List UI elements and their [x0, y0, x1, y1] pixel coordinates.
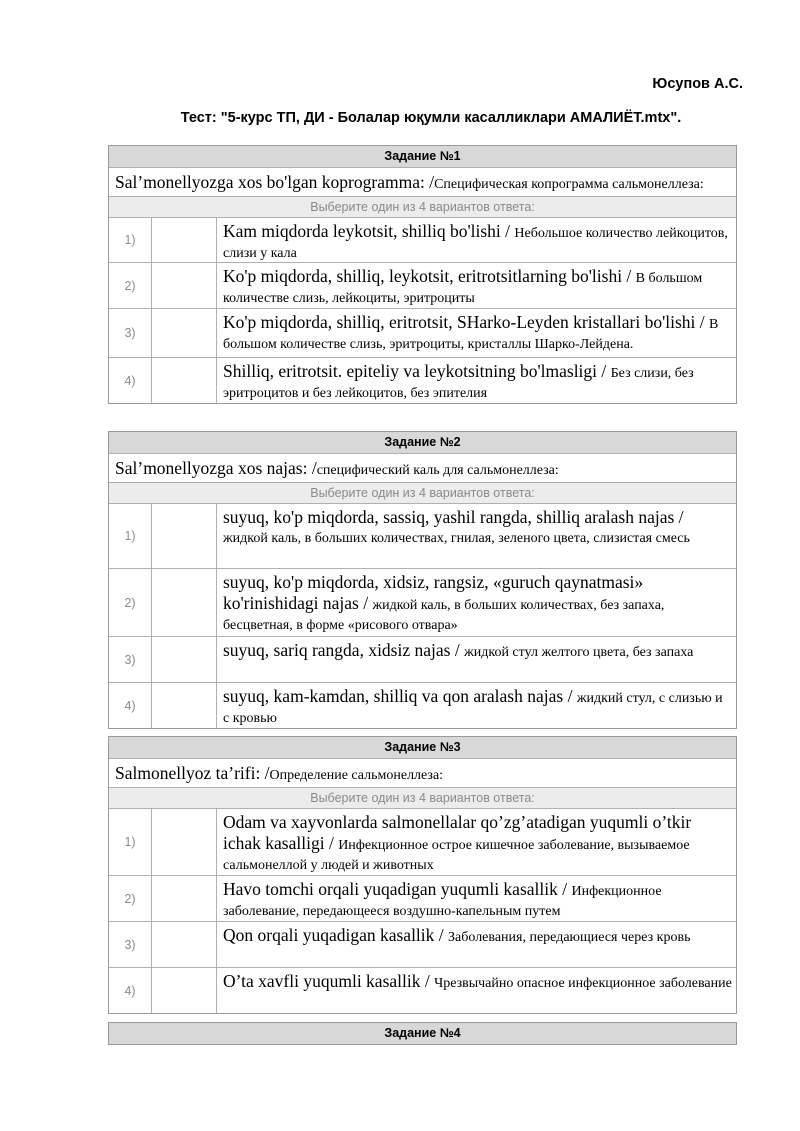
option-text [217, 309, 736, 357]
answer-option [109, 309, 736, 358]
question-text [109, 168, 736, 197]
question-text [109, 759, 736, 788]
task-block [108, 736, 737, 1014]
answer-checkbox-cell[interactable] [152, 569, 217, 636]
question-main: Sal’monellyozga xos najas: / [115, 458, 317, 478]
answer-checkbox-cell[interactable] [152, 876, 217, 921]
option-text [217, 876, 736, 921]
option-number: 4) [109, 968, 152, 1013]
question-ru: специфический каль для сальмонеллеза: [316, 463, 559, 478]
option-main: Odam va xayvonlarda salmonellalar qo’zg’atadigan yuqumli o’tkir ichak kasalligi / [223, 812, 692, 853]
option-text [217, 218, 736, 262]
answer-option [109, 569, 736, 637]
option-ru: Без слизи, без эритроцитов и без лейкоцитов, без эпителия [223, 366, 694, 401]
option-number: 1) [109, 809, 152, 875]
option-ru: В большом количестве слизь, лейкоциты, эритроциты [223, 271, 703, 306]
option-text [217, 968, 736, 1013]
answer-option [109, 358, 736, 403]
task-header: Задание №3 [109, 737, 736, 759]
answer-option [109, 922, 736, 968]
option-number: 3) [109, 922, 152, 967]
option-ru: Чрезвычайно опасное инфекционное заболевание [434, 976, 732, 991]
question-ru: Определение сальмонеллеза: [269, 768, 444, 783]
answer-checkbox-cell[interactable] [152, 504, 217, 568]
option-main: Ko'p miqdorda, shilliq, leykotsit, eritrotsitlarning bo'lishi / [223, 266, 636, 286]
option-ru: жидкой стул желтого цвета, без запаха [464, 645, 694, 660]
answer-option [109, 809, 736, 876]
answer-checkbox-cell[interactable] [152, 309, 217, 357]
option-main: Shilliq, eritrotsit. epiteliy va leykotsitning bo'lmasligi / [223, 361, 611, 381]
option-number: 2) [109, 569, 152, 636]
answer-instruction: Выберите один из 4 вариантов ответа: [109, 197, 736, 218]
option-text [217, 263, 736, 308]
author-name: Юсупов А.С. [652, 76, 743, 92]
option-number: 2) [109, 263, 152, 308]
task-header: Задание №1 [109, 146, 736, 168]
task-header: Задание №2 [109, 432, 736, 454]
option-text [217, 358, 736, 403]
option-main: suyuq, ko'p miqdorda, xidsiz, rangsiz, «guruch qaynatmasi» ko'rinishidagi najas / [223, 572, 644, 613]
option-text [217, 637, 736, 682]
option-ru: Заболевания, передающиеся через кровь [448, 930, 691, 945]
answer-option [109, 263, 736, 309]
option-ru: жидкой каль, в больших количествах, без запаха, бесцветная, в форме «рисового отвара» [223, 598, 665, 633]
answer-option [109, 683, 736, 728]
option-text [217, 504, 736, 568]
task-block [108, 145, 737, 404]
option-main: Havo tomchi orqali yuqadigan yuqumli kasallik / [223, 879, 572, 899]
answer-option [109, 876, 736, 922]
option-ru: Небольшое количество лейкоцитов, слизи у кала [223, 226, 728, 261]
option-ru: В большом количестве слизь, эритроциты, кристаллы Шарко-Лейдена. [223, 317, 719, 352]
question-ru: Специфическая копрограмма сальмонеллеза: [434, 177, 704, 192]
answer-checkbox-cell[interactable] [152, 968, 217, 1013]
answer-instruction: Выберите один из 4 вариантов ответа: [109, 483, 736, 504]
answer-checkbox-cell[interactable] [152, 637, 217, 682]
option-number: 4) [109, 358, 152, 403]
option-ru: Инфекционное острое кишечное заболевание, вызываемое сальмонеллой у людей и животных [223, 838, 690, 873]
option-ru: жидкой каль, в больших количествах, гнилая, зеленого цвета, слизистая смесь [223, 531, 690, 546]
answer-instruction: Выберите один из 4 вариантов ответа: [109, 788, 736, 809]
answer-option [109, 218, 736, 263]
answer-checkbox-cell[interactable] [152, 683, 217, 728]
task-header: Задание №4 [109, 1023, 736, 1045]
answer-option [109, 968, 736, 1013]
option-main: O’ta xavfli yuqumli kasallik / [223, 971, 435, 991]
question-main: Sal’monellyozga xos bo'lgan koprogramma: / [115, 172, 435, 192]
answer-checkbox-cell[interactable] [152, 218, 217, 262]
task-block [108, 1022, 737, 1045]
option-ru: Инфекционное заболевание, передающееся воздушно-капельным путем [223, 884, 662, 919]
option-main: Kam miqdorda leykotsit, shilliq bo'lishi / [223, 221, 515, 241]
option-main: Ko'p miqdorda, shilliq, eritrotsit, SHarko-Leyden kristallari bo'lishi / [223, 312, 710, 332]
option-main: Qon orqali yuqadigan kasallik / [223, 925, 449, 945]
option-number: 3) [109, 309, 152, 357]
option-text [217, 569, 736, 636]
option-number: 2) [109, 876, 152, 921]
option-ru: жидкий стул, с слизью и с кровью [223, 691, 723, 726]
option-text [217, 809, 736, 875]
question-main: Salmonellyoz ta’rifi: / [115, 763, 270, 783]
answer-option [109, 637, 736, 683]
answer-checkbox-cell[interactable] [152, 922, 217, 967]
option-number: 4) [109, 683, 152, 728]
option-text [217, 683, 736, 728]
answer-checkbox-cell[interactable] [152, 358, 217, 403]
task-block [108, 431, 737, 729]
option-number: 1) [109, 218, 152, 262]
option-main: suyuq, sariq rangda, xidsiz najas / [223, 640, 465, 660]
option-text [217, 922, 736, 967]
option-number: 3) [109, 637, 152, 682]
option-number: 1) [109, 504, 152, 568]
answer-option [109, 504, 736, 569]
document-title: Тест: "5-курс ТП, ДИ - Болалар юқумли касалликлари АМАЛИЁТ.mtx". [180, 110, 682, 126]
option-main: suyuq, ko'p miqdorda, sassiq, yashil rangda, shilliq aralash najas / [223, 507, 684, 527]
answer-checkbox-cell[interactable] [152, 809, 217, 875]
option-main: suyuq, kam-kamdan, shilliq va qon aralash najas / [223, 686, 577, 706]
question-text [109, 454, 736, 483]
answer-checkbox-cell[interactable] [152, 263, 217, 308]
